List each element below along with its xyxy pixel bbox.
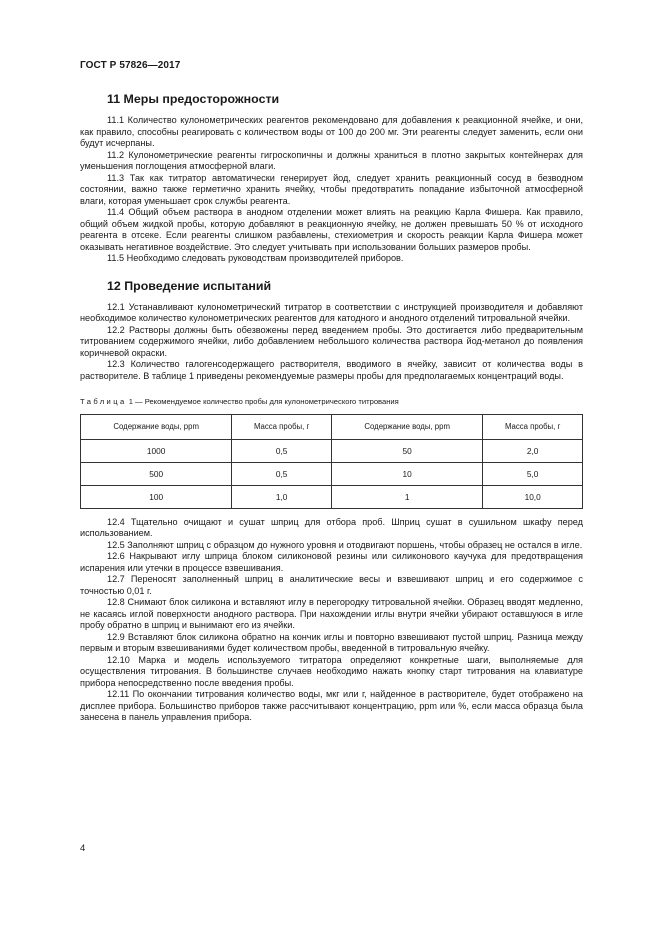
table-cell: 100 xyxy=(81,485,232,508)
paragraph-11-5: 11.5 Необходимо следовать руководствам производителей приборов. xyxy=(107,253,404,263)
paragraph-12-5: 12.5 Заполняют шприц с образцом до нужного уровня и отодвигают поршень, чтобы образец не остался в игле. xyxy=(107,539,583,550)
paragraph-11-3: 11.3 Так как титратор автоматически генерирует йод, следует хранить реакционный сосуд в безводном состоянии, важно также герметично хранить ячейку, чтобы предотвратить попадание избыточной атмосферной влаги, которая уменьшает срок службы реагента. xyxy=(80,172,583,206)
table-header-row xyxy=(81,414,583,439)
table-cell: 5,0 xyxy=(483,462,583,485)
table-cell: 500 xyxy=(81,462,232,485)
table-cell: 1,0 xyxy=(232,485,332,508)
table-cell: 1 xyxy=(331,485,482,508)
table-cell: 10 xyxy=(331,462,482,485)
paragraph-11-2: 11.2 Кулонометрические реагенты гигроскопичны и должны храниться в плотно закрытых контейнерах для уменьшения поглощения атмосферной влаги. xyxy=(80,149,583,171)
table-row xyxy=(81,439,583,462)
paragraph-12-11: 12.11 По окончании титрования количество воды, мкг или г, найденное в растворителе, будет отображено на дисплее прибора. Большинство приборов также рассчитывают концентрацию, ppm или %, если масса образца была занесена в панель управления прибора. xyxy=(80,689,583,722)
paragraph-12-1: 12.1 Устанавливают кулонометрический титратор в соответствии с инструкцией производителя и добавляют необходимое количество кулонометрических реагентов для катодного и анодного отделений титровальной ячейки. xyxy=(80,301,583,323)
table-cell: 50 xyxy=(331,439,482,462)
table-cell: 10,0 xyxy=(483,485,583,508)
paragraph-12-9: 12.9 Вставляют блок силикона обратно на кончик иглы и повторно взвешивают пустой шприц. Разница между первым и вторым взвешиваниями будет количеством пробы, введенной в титровальную ячейку. xyxy=(80,631,583,653)
paragraph-12-4: 12.4 Тщательно очищают и сушат шприц для отбора проб. Шприц сушат в сушильном шкафу перед использованием. xyxy=(80,516,583,538)
paragraph-12-6: 12.6 Накрывают иглу шприца блоком силиконовой резины или силиконового каучука для предотвращения испарения или утечки в процессе взвешивания. xyxy=(80,551,583,573)
standard-header: ГОСТ Р 57826—2017 xyxy=(80,60,181,71)
table-header-cell: Содержание воды, ppm xyxy=(331,414,482,439)
paragraph-12-10: 12.10 Марка и модель используемого титратора определяют конкретные шаги, выполняемые для осуществления титрования. В большинстве случаев необходимо нажать кнопку старт титрования на клавиатуре прибора непосредственно после введения пробы. xyxy=(80,654,583,688)
page-number: 4 xyxy=(80,843,86,854)
table-caption-label: Таблица xyxy=(80,397,127,406)
table-cell: 2,0 xyxy=(483,439,583,462)
paragraph-12-3: 12.3 Количество галогенсодержащего растворителя, вводимого в ячейку, зависит от количества воды в растворителе. В таблице 1 приведены рекомендуемые размеры пробы для предполагаемых концентраций воды. xyxy=(80,359,583,381)
paragraph-11-1: 11.1 Количество кулонометрических реагентов рекомендовано для добавления к реакционной ячейке, и они, как правило, способны реагировать с количеством воды от 100 до 200 мг. Эти реагенты следует заменить, если они будут исчерпаны. xyxy=(80,115,583,148)
table-row xyxy=(81,485,583,508)
table-row xyxy=(81,462,583,485)
table-header-cell: Масса пробы, г xyxy=(232,414,332,439)
paragraph-11-4: 11.4 Общий объем раствора в анодном отделении может влиять на реакцию Карла Фишера. Как правило, общий объем жидкой пробы, которую добавляют в реакционную ячейку, не должен превышать 50 % от исходного реагента в отсеке. Если реагенты слишком разбавлены, стехиометрия и скорость реакции Карла Фишера может оказывать негативное воздействие. Это следует учитывать при использовании больших размеров пробы. xyxy=(80,207,583,252)
table-caption-text: 1 — Рекомендуемое количество пробы для кулонометрического титрования xyxy=(126,397,399,406)
section-12-title: 12 Проведение испытаний xyxy=(107,278,272,293)
paragraph-12-8: 12.8 Снимают блок силикона и вставляют иглу в перегородку титровальной ячейки. Образец вводят медленно, не касаясь иглой поверхности анодного раствора. При нахождении иглы внутри ячейки убирают оставшуюся в игле пробу обратно в шприц и вынимают его из ячейки. xyxy=(80,597,583,630)
paragraph-12-2: 12.2 Растворы должны быть обезвожены перед введением пробы. Это достигается либо предварительным титрованием содержимого ячейки, либо добавлением небольшого количества раствора йод-метанол до появления коричневой окраски. xyxy=(80,324,583,358)
table-cell: 0,5 xyxy=(232,439,332,462)
table-cell: 0,5 xyxy=(232,462,332,485)
table-header-cell: Содержание воды, ppm xyxy=(81,414,232,439)
table-cell: 1000 xyxy=(81,439,232,462)
page-content xyxy=(80,86,583,724)
section-11-title: 11 Меры предосторожности xyxy=(107,92,280,106)
paragraph-12-7: 12.7 Переносят заполненный шприц в аналитические весы и взвешивают шприц и его содержимое с точностью 0,01 г. xyxy=(80,574,583,596)
sample-size-table xyxy=(80,414,583,509)
table-header-cell: Масса пробы, г xyxy=(483,414,583,439)
table-caption xyxy=(80,396,583,408)
